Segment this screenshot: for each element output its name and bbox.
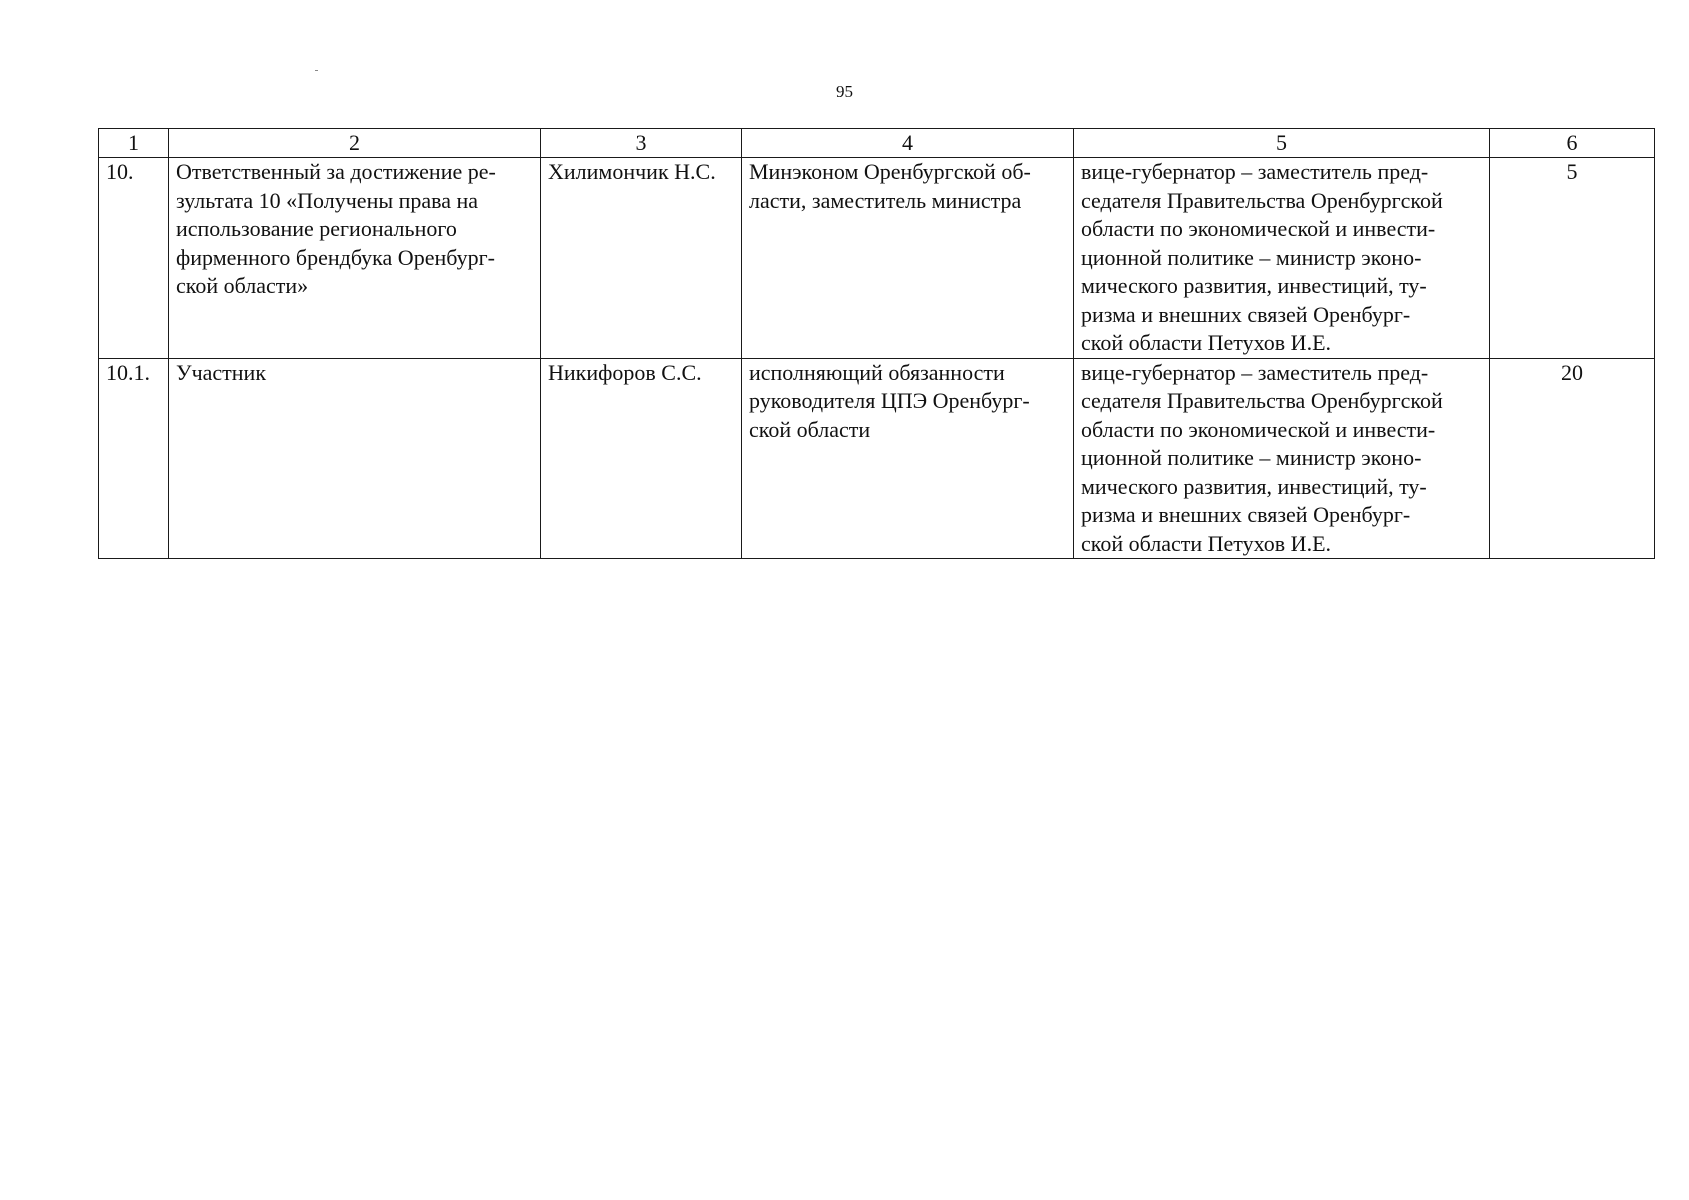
column-header-4: 4 [742,129,1074,158]
row-role: Ответственный за достижение ре- зультата 10 «Получены права на использование регионального фирменного брендбука Оренбург- ской области» [169,158,541,359]
row-share: 20 [1490,358,1655,559]
row-position: исполняющий обязанности руководителя ЦПЭ Оренбург- ской области [742,358,1074,559]
column-number-row [99,129,1655,158]
row-name: Никифоров С.С. [541,358,742,559]
table-row [99,158,1655,359]
row-number: 10.1. [99,358,169,559]
column-header-3: 3 [541,129,742,158]
row-position: Минэконом Оренбургской об- ласти, заместитель министра [742,158,1074,359]
row-name: Хилимончик Н.С. [541,158,742,359]
table-row [99,358,1655,559]
page-number: 95 [836,82,853,101]
column-header-1: 1 [99,129,169,158]
column-header-2: 2 [169,129,541,158]
column-header-6: 6 [1490,129,1655,158]
row-number: 10. [99,158,169,359]
row-supervisor: вице-губернатор – заместитель пред- седателя Правительства Оренбургской области по экономической и инвести- ционной политике – министр эконо- мического развития, инвестиций, ту- ризма и внешних связей Оренбург- ской области Петухов И.Е. [1074,358,1490,559]
scan-speck [315,70,318,71]
row-role: Участник [169,358,541,559]
row-supervisor: вице-губернатор – заместитель пред- седателя Правительства Оренбургской области по экономической и инвести- ционной политике – министр эконо- мического развития, инвестиций, ту- ризма и внешних связей Оренбург- ской области Петухов И.Е. [1074,158,1490,359]
column-header-5: 5 [1074,129,1490,158]
row-share: 5 [1490,158,1655,359]
responsibility-table [98,128,1655,559]
